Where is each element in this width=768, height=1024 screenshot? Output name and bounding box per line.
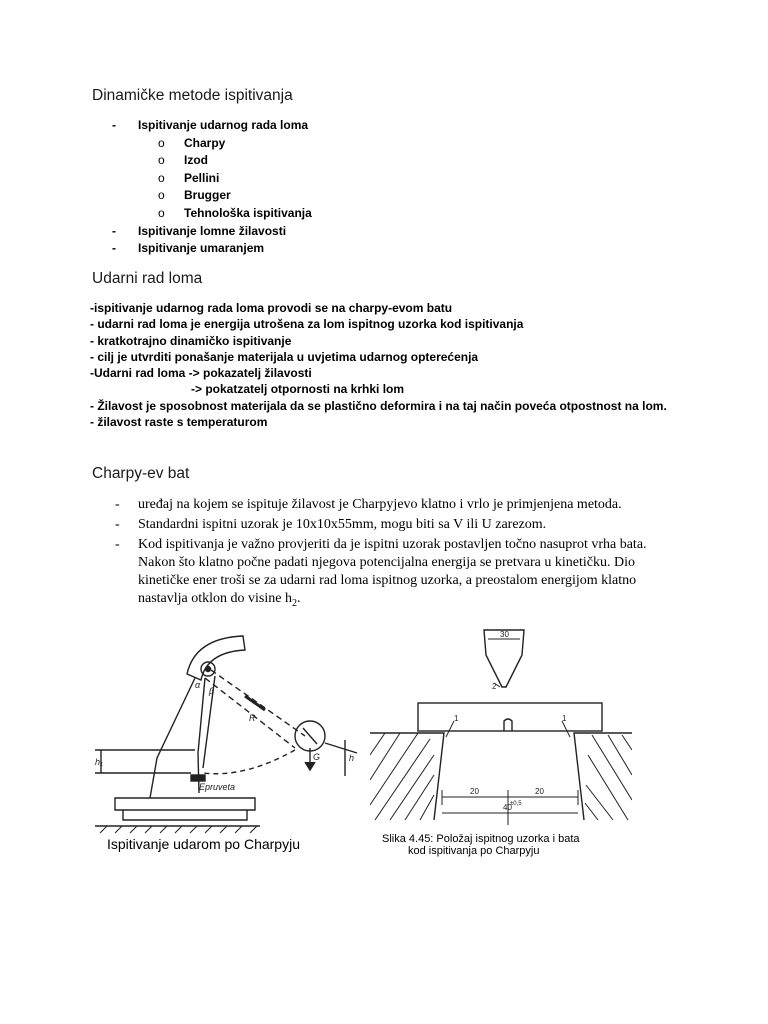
text-line: - Žilavost je sposobnost materijala da se plastično deformira i na taj način poveća otpostnost na lom. xyxy=(90,398,667,413)
sub-list-item-label: Brugger xyxy=(184,188,231,203)
list-item-text: Standardni ispitni uzorak je 10x10x55mm, mogu biti sa V ili U zarezom. xyxy=(138,517,547,532)
subscript-2: 2 xyxy=(291,597,297,609)
circle-bullet: o xyxy=(158,188,165,203)
sub-list-item-label: Pellini xyxy=(184,170,220,185)
h-label: h xyxy=(349,753,355,763)
list-item xyxy=(112,516,687,534)
sub-list-item-label: Tehnološka ispitivanja xyxy=(184,205,312,220)
circle-bullet: o xyxy=(158,135,165,150)
dash-bullet: - xyxy=(112,223,116,238)
support-left-number-label: 1 xyxy=(454,714,459,723)
heading-impact-energy: Udarni rad loma xyxy=(92,270,203,287)
tolerance-label: ±0,5 xyxy=(510,801,522,807)
text-line: -Udarni rad loma -> pokazatelj žilavosti xyxy=(90,366,312,381)
pendulum-drawing xyxy=(95,628,365,838)
list-item-label: Ispitivanje lomne žilavosti xyxy=(138,223,287,238)
dimension-left-label: 20 xyxy=(470,787,479,796)
dash-bullet: - xyxy=(115,517,120,532)
circle-bullet: o xyxy=(158,153,165,168)
period: . xyxy=(296,591,301,606)
machine-base xyxy=(115,798,255,810)
list-item xyxy=(112,496,687,514)
list-item-label: Ispitivanje udarnog rada loma xyxy=(138,118,309,132)
support-right-number-label: 1 xyxy=(562,714,567,723)
scale-arc xyxy=(187,636,245,680)
dash-bullet: - xyxy=(115,537,120,552)
text-line: - udarni rad loma je energija utrošena za lom ispitnog uzorka kod ispitivanja xyxy=(90,317,524,332)
heading-dynamic-methods: Dinamičke metode ispitivanja xyxy=(92,87,293,104)
text-line: - cilj je utvrditi ponašanje materijala u uvjetima udarnog opterećenja xyxy=(90,349,479,364)
dimension-right-label: 20 xyxy=(535,787,544,796)
specimen-bar xyxy=(418,703,602,731)
impact-energy-paragraph xyxy=(90,300,667,430)
specimen-position-figure xyxy=(370,625,632,860)
list-item-text: uređaj na kojem se ispituje žilavost je Charpyjevo klatno i vrlo je primjenjena metoda. xyxy=(138,497,622,512)
alpha-label: α xyxy=(195,680,201,690)
text-line: - kratkotrajno dinamičko ispitivanje xyxy=(90,333,292,348)
specimen-position-drawing xyxy=(370,625,632,830)
right-figure-caption-line-2: kod ispitivanja po Charpyju xyxy=(408,845,540,857)
list-item-text: Kod ispitivanja je važno provjeriti da je ispitni uzorak postavljen točno nasuprot vrha bata. Nakon što klatno počne padati njegova potencijalna energija se pretvara u kinetičku. Dio kinetičke ener troši se za udarni rad loma ispitnog uzorka, a preostalom energijom klatno nastavlja otklon do visine h xyxy=(138,537,647,606)
h1-label: h₁ xyxy=(95,757,103,767)
g-label: G xyxy=(313,752,321,762)
angle-label: 30 xyxy=(500,630,509,639)
text-line: - žilavost raste s temperaturom xyxy=(90,415,268,430)
circle-bullet: o xyxy=(158,205,165,220)
dimension-total-label: 40 xyxy=(503,803,512,812)
circle-bullet: o xyxy=(158,170,165,185)
list-item-label: Ispitivanje umaranjem xyxy=(138,241,265,256)
text-line: -ispitivanje udarnog rada loma provodi se na charpy-evom batu xyxy=(90,301,453,315)
charpy-list xyxy=(112,496,687,615)
beta-label: β xyxy=(209,686,215,696)
heading-charpy: Charpy-ev bat xyxy=(92,465,190,482)
dash-bullet: - xyxy=(115,497,120,512)
right-figure-caption-line-1: Slika 4.45: Položaj ispitnog uzorka i bata xyxy=(382,833,580,845)
r-label: R xyxy=(249,713,256,723)
left-figure-caption: Ispitivanje udarom po Charpyju xyxy=(107,836,300,852)
specimen-label: Epruveta xyxy=(199,782,236,792)
list-item xyxy=(112,536,687,613)
sub-list-item-label: Izod xyxy=(184,153,208,168)
sub-list-item-label: Charpy xyxy=(184,135,226,150)
text-line: -> pokatzatelj otpornosti na krhki lom xyxy=(191,382,405,397)
pendulum-figure xyxy=(95,628,365,863)
striker-number-label: 2 xyxy=(492,682,497,691)
dash-bullet: - xyxy=(112,118,116,132)
dash-bullet: - xyxy=(112,241,116,256)
